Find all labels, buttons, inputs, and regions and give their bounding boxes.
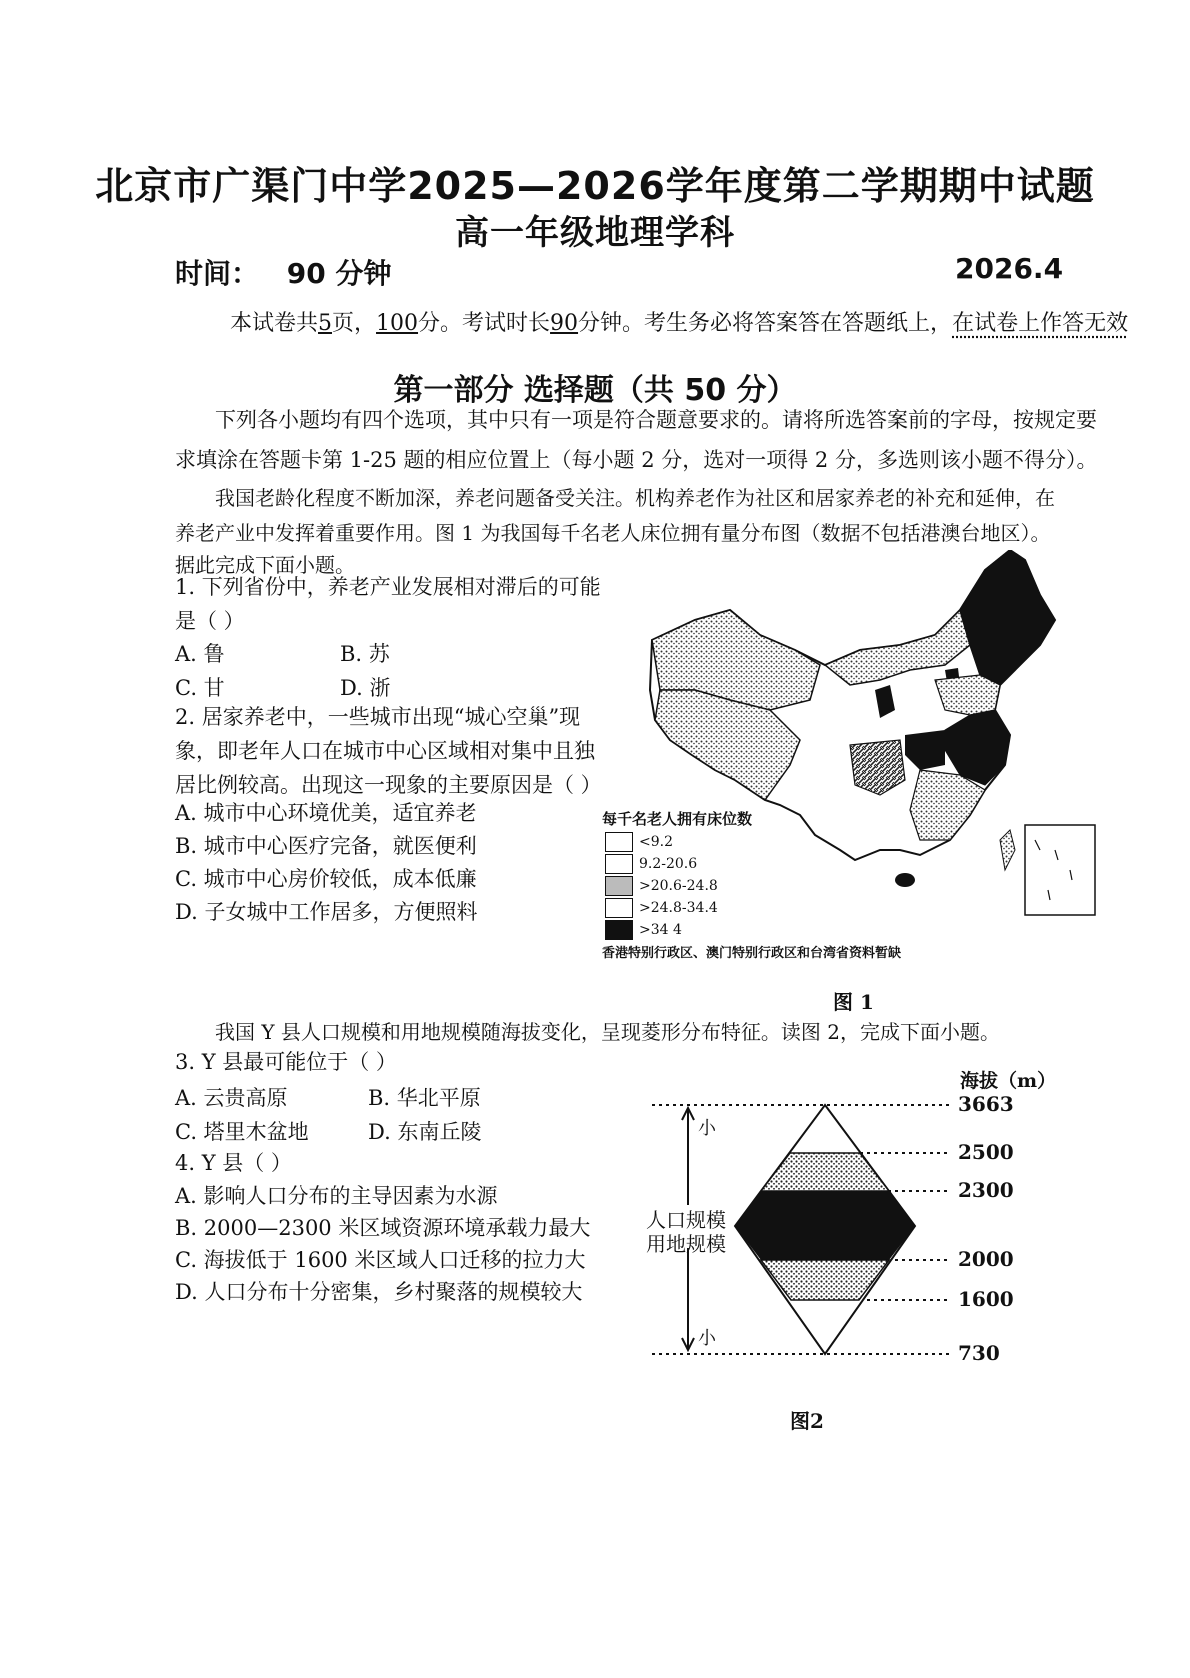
elevation-1600: 1600 <box>958 1287 1014 1311</box>
figure2-caption: 图2 <box>790 1409 824 1433</box>
legend-row-4 <box>605 898 718 918</box>
exam-subtitle: 高一年级地理学科 <box>455 213 735 253</box>
q2-stem-line-1: 2. 居家养老中，一些城市出现“城心空巢”现 <box>175 705 581 729</box>
notice-text-3: 分。考试时长 <box>418 311 551 336</box>
q4-option-b[interactable]: B. 2000—2300 米区域资源环境承载力最大 <box>175 1216 591 1240</box>
q4-option-d[interactable]: D. 人口分布十分密集，乡村聚落的规模较大 <box>175 1280 583 1304</box>
q1-stem <box>175 570 601 638</box>
axis-small-top: 小 <box>698 1118 716 1139</box>
q1-stem-line-1: 1. 下列省份中，养老产业发展相对滞后的可能 <box>175 575 601 599</box>
elevation-2500: 2500 <box>958 1140 1014 1164</box>
elevation-2000: 2000 <box>958 1247 1014 1271</box>
context1-line-2: 养老产业中发挥着重要作用。图 1 为我国每千名老人床位拥有量分布图（数据不包括港澳台地区）。 <box>175 521 1051 545</box>
notice-text-4: 分钟。考生务必将答案答在答题纸上， <box>578 311 953 336</box>
q4-option-a[interactable]: A. 影响人口分布的主导因素为水源 <box>175 1184 498 1208</box>
exam-title: 北京市广渠门中学2025—2026学年度第二学期期中试题 <box>95 164 1095 208</box>
q1-option-a[interactable]: A. 鲁 <box>175 642 225 666</box>
map-legend <box>605 832 805 947</box>
elevation-3663: 3663 <box>958 1092 1014 1116</box>
axis-label-line-1: 人口规模 <box>646 1208 726 1232</box>
q3-option-d[interactable]: D. 东南丘陵 <box>368 1120 482 1144</box>
time-value: 90 分钟 <box>286 257 392 290</box>
q2-option-d[interactable]: D. 子女城中工作居多，方便照料 <box>175 900 478 924</box>
exam-date: 2026.4 <box>955 252 1064 285</box>
region-hainan <box>895 873 915 887</box>
q4-option-c[interactable]: C. 海拔低于 1600 米区域人口迁移的拉力大 <box>175 1248 586 1272</box>
region-shandong <box>935 675 1000 715</box>
q1-option-d[interactable]: D. 浙 <box>340 676 391 700</box>
notice-pages: 5 <box>318 311 333 336</box>
q2-option-b[interactable]: B. 城市中心医疗完备，就医便利 <box>175 834 477 858</box>
q1-option-b[interactable]: B. 苏 <box>340 642 390 666</box>
figure2-diagram <box>640 1060 1060 1380</box>
q3-stem: 3. Y 县最可能位于（ ） <box>175 1050 397 1074</box>
section-title: 第一部分 选择题（共 50 分） <box>393 373 797 408</box>
context2-line-1: 我国 Y 县人口规模和用地规模随海拔变化，呈现菱形分布特征。读图 2，完成下面小题。 <box>215 1020 1000 1044</box>
legend-row-3 <box>605 876 718 896</box>
q2-stem-line-3: 居比例较高。出现这一现象的主要原因是（ ） <box>175 773 602 797</box>
legend-label-4: >24.8-34.4 <box>639 900 718 916</box>
legend-label-5: >34 4 <box>639 922 682 938</box>
time-label: 时间： <box>175 257 260 290</box>
q3-option-c[interactable]: C. 塔里木盆地 <box>175 1120 309 1144</box>
map-note: 香港特别行政区、澳门特别行政区和台湾省资料暂缺 <box>602 946 902 961</box>
legend-label-2: 9.2-20.6 <box>639 856 698 872</box>
map-legend-title: 每千名老人拥有床位数 <box>602 810 753 828</box>
notice-score: 100 <box>376 311 419 336</box>
q2-stem-line-2: 象，即老年人口在城市中心区域相对集中且独 <box>175 739 595 763</box>
notice-duration: 90 <box>550 311 579 336</box>
q4-stem: 4. Y 县（ ） <box>175 1151 292 1175</box>
axis-label <box>646 1208 726 1256</box>
q3-option-a[interactable]: A. 云贵高原 <box>175 1086 288 1110</box>
instruction-line-1: 下列各小题均有四个选项，其中只有一项是符合题意要求的。请将所选答案前的字母，按规定要 <box>215 408 1097 432</box>
notice-warning: 在试卷上作答无效 <box>952 311 1129 336</box>
q2-stem <box>175 700 602 802</box>
q2-option-a[interactable]: A. 城市中心环境优美，适宜养老 <box>175 801 477 825</box>
instruction-line-2: 求填涂在答题卡第 1-25 题的相应位置上（每小题 2 分，选对一项得 2 分，多选则该小题不得分）。 <box>175 448 1098 472</box>
q1-option-c[interactable]: C. 甘 <box>175 676 225 700</box>
figure1-caption: 图 1 <box>833 990 874 1014</box>
elevation-2300: 2300 <box>958 1178 1014 1202</box>
axis-label-line-2: 用地规模 <box>646 1232 726 1256</box>
time-info <box>175 252 391 292</box>
notice-text-1: 本试卷共 <box>230 311 319 336</box>
context1-line-1: 我国老龄化程度不断加深，养老问题备受关注。机构养老作为社区和居家养老的补充和延伸，在 <box>215 486 1055 510</box>
exam-notice <box>230 306 1128 337</box>
q2-option-c[interactable]: C. 城市中心房价较低，成本低廉 <box>175 867 477 891</box>
legend-row-5 <box>605 920 682 940</box>
notice-text-2: 页， <box>332 311 377 336</box>
legend-row-2 <box>605 854 697 874</box>
figure1-map <box>600 550 1120 970</box>
south-sea-inset <box>1025 825 1095 915</box>
elevation-730: 730 <box>958 1341 1000 1365</box>
legend-label-1: <9.2 <box>639 834 673 850</box>
q1-stem-line-2: 是（ ） <box>175 609 245 633</box>
context1-line-3: 据此完成下面小题。 <box>175 553 355 577</box>
legend-row-1 <box>605 832 673 852</box>
elevation-title: 海拔（m） <box>960 1070 1057 1092</box>
axis-small-bottom: 小 <box>698 1328 716 1349</box>
legend-label-3: >20.6-24.8 <box>639 878 718 894</box>
q3-option-b[interactable]: B. 华北平原 <box>368 1086 481 1110</box>
